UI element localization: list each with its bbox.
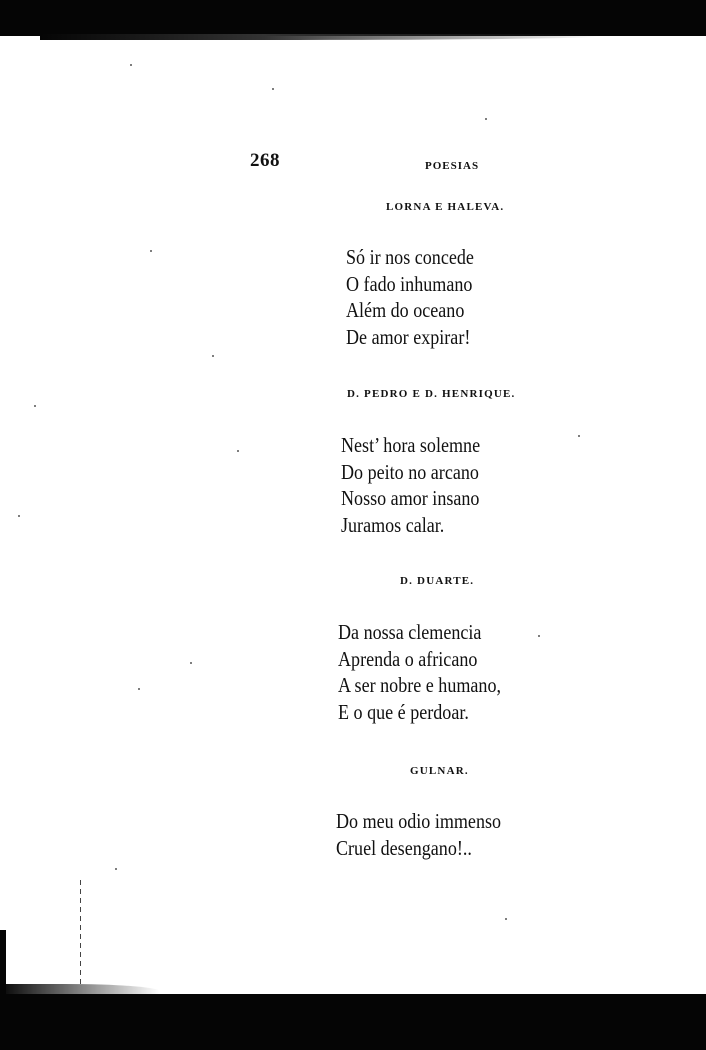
speck: [138, 688, 140, 690]
verse-line: Do peito no arcano: [341, 459, 479, 484]
speck: [190, 662, 192, 664]
speaker-heading: D. DUARTE.: [400, 575, 475, 587]
scan-edge-top: [0, 0, 706, 36]
verse-line: Cruel desengano!..: [336, 835, 472, 860]
speck: [150, 250, 152, 252]
verse-line: Nosso amor insano: [341, 486, 480, 510]
verse-line: Juramos calar.: [341, 512, 445, 537]
verse-line: De amor expirar!: [346, 324, 471, 349]
verse-line: A ser nobre e humano,: [338, 673, 502, 697]
stanza: [338, 619, 501, 725]
speck: [485, 118, 487, 120]
margin-mark: [80, 880, 81, 985]
verse-line: Além do oceano: [346, 298, 465, 322]
verse-line: Do meu odio immenso: [336, 809, 502, 833]
speck: [272, 88, 274, 90]
speck: [115, 868, 117, 870]
stanza: [341, 432, 480, 538]
stanza: [336, 808, 501, 861]
stanza: [346, 244, 474, 350]
scan-edge-left: [0, 930, 6, 1000]
speck: [237, 450, 239, 452]
speaker-heading: LORNA E HALEVA.: [386, 201, 505, 213]
speck: [212, 355, 214, 357]
speaker-heading: GULNAR.: [410, 765, 469, 777]
verse-line: Da nossa clemencia: [338, 620, 482, 644]
page-number: 268: [250, 150, 280, 171]
running-title: POESIAS: [425, 160, 480, 172]
verse-line: E o que é perdoar.: [338, 699, 469, 724]
speaker-heading: D. PEDRO E D. HENRIQUE.: [347, 388, 516, 400]
verse-line: Só ir nos concede: [346, 245, 474, 269]
verse-line: Nest’ hora solemne: [341, 433, 481, 457]
speck: [505, 918, 507, 920]
speck: [578, 435, 580, 437]
speck: [34, 405, 36, 407]
scan-edge-bottom: [0, 994, 706, 1050]
speck: [18, 515, 20, 517]
verse-line: O fado inhumano: [346, 271, 473, 296]
verse-line: Aprenda o africano: [338, 646, 478, 671]
scan-streak-top: [40, 34, 600, 40]
speck: [538, 635, 540, 637]
speck: [130, 64, 132, 66]
